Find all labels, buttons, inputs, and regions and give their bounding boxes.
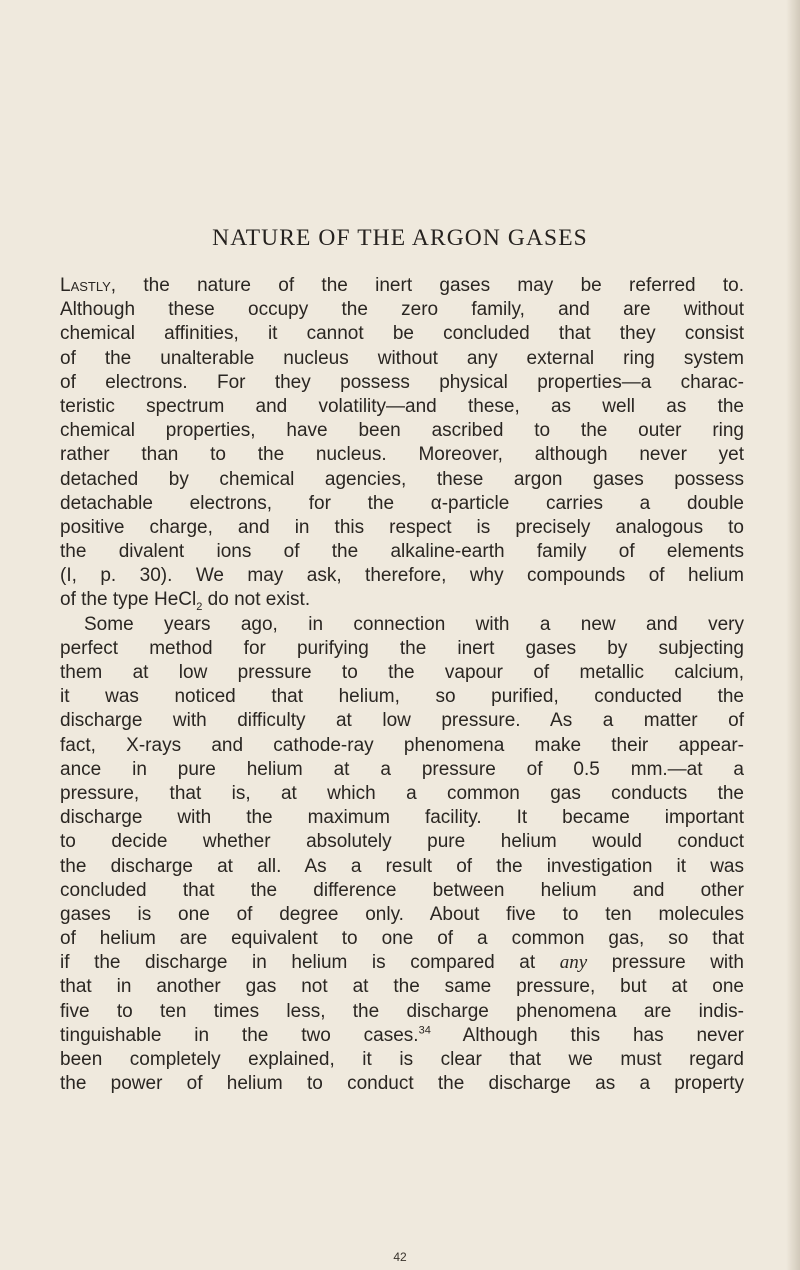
text-line: the divalent ions of the alkaline-earth family of elements (60, 541, 744, 563)
text-line: detachable electrons, for the α-particle carries a double (60, 492, 744, 514)
text-line: ance in pure helium at a pressure of 0.5 mm.—at a (60, 758, 744, 780)
text-line: teristic spectrum and volatility—and these, as well as the (60, 395, 744, 417)
text-line: that in another gas not at the same pressure, but at one (60, 976, 744, 998)
page-title: NATURE OF THE ARGON GASES (212, 225, 588, 251)
text-line: the discharge at all. As a result of the investigation it was (60, 855, 744, 877)
text-line: chemical affinities, it cannot be concluded that they consist (60, 323, 744, 345)
text-line: been completely explained, it is clear that we must regard (60, 1049, 744, 1070)
page-number: 42 (393, 1250, 407, 1264)
text-line: to decide whether absolutely pure helium would conduct (60, 831, 744, 853)
text-line: them at low pressure to the vapour of metallic calcium, (60, 662, 744, 683)
text-line: five to ten times less, the discharge phenomena are indis- (60, 1000, 744, 1022)
text-line: detached by chemical agencies, these argon gases possess (60, 468, 744, 490)
italic-emphasis: any (559, 952, 588, 974)
text-line: positive charge, and in this respect is precisely analogous to (60, 516, 744, 538)
page-edge-shadow (786, 0, 800, 1270)
text-line: discharge with difficulty at low pressure. As a matter of (60, 710, 744, 732)
text-line: of the unalterable nucleus without any external ring system (60, 347, 744, 369)
text-line: the power of helium to conduct the discharge as a property (60, 1073, 744, 1095)
text-line: of electrons. For they possess physical properties—a charac- (60, 371, 744, 393)
text-line: (I, p. 30). We may ask, therefore, why compounds of helium (60, 565, 744, 587)
paragraph-start-line: Some years ago, in connection with a new and very (84, 613, 744, 635)
text-line: pressure, that is, at which a common gas conducts the (60, 782, 744, 804)
text-line: chemical properties, have been ascribed to the outer ring (60, 420, 744, 442)
text-line: rather than to the nucleus. Moreover, although never yet (60, 444, 744, 466)
text-line: Lastly, the nature of the inert gases may be referred to. (60, 275, 744, 296)
text-line: tinguishable in the two cases.$^{34}$ Although this has never (60, 1024, 744, 1046)
run-in-small-caps: Lastly (60, 275, 111, 296)
text-line: discharge with the maximum facility. It became important (60, 807, 744, 829)
text-line: perfect method for purifying the inert gases by subjecting (60, 637, 744, 659)
text-line: fact, X-rays and cathode-ray phenomena make their appear- (60, 734, 744, 756)
body-text (60, 274, 744, 1096)
text-line: if the discharge in helium is compared at any pressure with (60, 952, 744, 974)
text-line: concluded that the difference between helium and other (60, 879, 744, 901)
subscript: 2 (196, 601, 203, 614)
text-line: of the type HeCl$_2$ do not exist. (60, 589, 311, 614)
text-line: of helium are equivalent to one of a common gas, so that (60, 928, 744, 950)
text-line: it was noticed that helium, so purified, conducted the (60, 686, 744, 708)
footnote-reference: 34 (418, 1024, 431, 1037)
text-line: Although these occupy the zero family, and are without (60, 299, 744, 321)
text-line: gases is one of degree only. About five to ten molecules (60, 903, 744, 925)
